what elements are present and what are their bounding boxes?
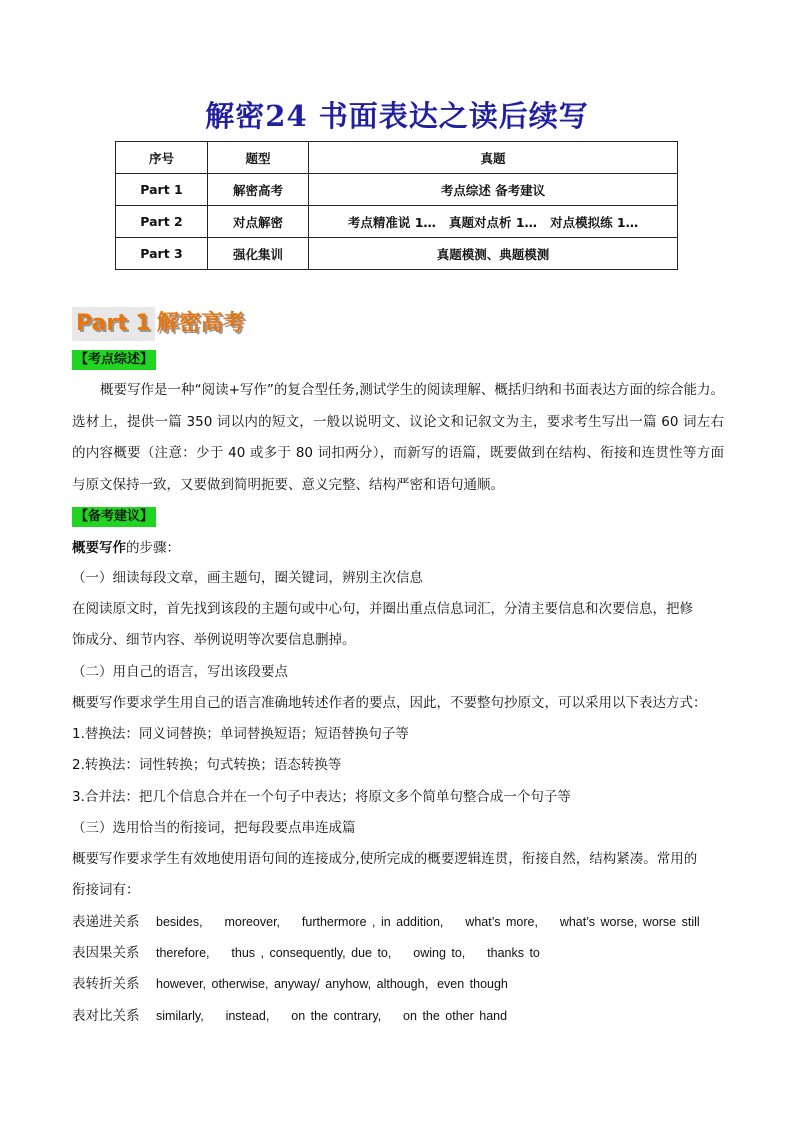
table-header-cell: 题型 (208, 142, 309, 174)
kaodian-paragraph (72, 375, 724, 501)
step-line: 衔接词有： (72, 882, 140, 898)
table-cell: Part 1 (116, 174, 208, 206)
page-title: 解密24 书面表达之读后续写 (205, 99, 589, 133)
step-line: 3.合并法：把几个信息合并在一个句子中表达；将原文多个简单句整合成一个句子等 (72, 789, 571, 805)
step-line: （一）细读每段文章，画主题句，圈关键词，辨别主次信息 (72, 570, 423, 586)
table-row (116, 206, 678, 238)
connector-words: therefore, thus , consequently, due to, owing to, thanks to (156, 946, 540, 960)
steps-heading (72, 538, 732, 558)
kaodian-tag: 【考点综述】 (72, 350, 156, 370)
step-line: 饰成分、细节内容、举例说明等次要信息删掉。 (72, 632, 356, 648)
connector-row (72, 974, 732, 995)
beikao-tag: 【备考建议】 (72, 507, 156, 527)
connector-label: 表因果关系 (72, 945, 140, 961)
connector-row (72, 1006, 732, 1027)
connector-label: 表递进关系 (72, 914, 140, 930)
step-line: 1.替换法：同义词替换；单词替换短语；短语替换句子等 (72, 726, 409, 742)
connector-words: similarly, instead, on the contrary, on the other hand (156, 1009, 508, 1023)
table-row (116, 238, 678, 270)
connector-label: 表转折关系 (72, 976, 140, 992)
connector-row (72, 912, 732, 933)
step-line: 在阅读原文时，首先找到该段的主题句或中心句，并圈出重点信息词汇，分清主要信息和次要信息，把修 (72, 601, 693, 617)
step-line: 2.转换法：词性转换；句式转换；语态转换等 (72, 757, 342, 773)
step-line: （三）选用恰当的衔接词，把每段要点串连成篇 (72, 820, 356, 836)
part1-heading (72, 306, 245, 342)
connector-label: 表对比关系 (72, 1008, 140, 1024)
part1-name: 解密高考 (156, 311, 245, 336)
table-cell: Part 3 (116, 238, 208, 270)
steps-lead: 概要写作 (72, 540, 126, 556)
kaodian-paragraph-text: 概要写作是一种“阅读+写作”的复合型任务,测试学生的阅读理解、概括归纳和书面表达方面的综合能力。选材上，提供一篇 350 词以内的短文，一般以说明文、议论文和记叙文为主，要求考生写出一篇 60 词左右的内容概要（注意：少于 40 或多于 80 词扣两分），而新写的语篇，既要做到在结构、衔接和连贯性等方面与原文保持一致，又要做到简明扼要、意义完整、结构严密和语句通顺。 (72, 382, 724, 493)
table-header-row (116, 142, 678, 174)
table-cell: Part 2 (116, 206, 208, 238)
steps-rest: 的步骤： (126, 540, 180, 556)
step-line: 概要写作要求学生有效地使用语句间的连接成分,使所完成的概要逻辑连贯，衔接自然，结构紧凑。常用的 (72, 851, 698, 867)
table-header-cell: 序号 (116, 142, 208, 174)
table-cell: 解密高考 (208, 174, 309, 206)
table-cell: 真题模测、典题模测 (309, 238, 678, 270)
connector-words: however, otherwise, anyway/ anyhow, although，even though (156, 977, 508, 991)
table-cell: 考点精准说 1… 真题对点析 1… 对点模拟练 1… (309, 206, 678, 238)
table-cell: 考点综述 备考建议 (309, 174, 678, 206)
connector-words: besides, moreover, furthermore , in addition, what’s more, what’s worse, worse still (156, 915, 700, 929)
step-line: （二）用自己的语言，写出该段要点 (72, 664, 288, 680)
table-cell: 强化集训 (208, 238, 309, 270)
connector-row (72, 943, 732, 964)
table-header-cell: 真题 (309, 142, 678, 174)
step-line: 概要写作要求学生用自己的语言准确地转述作者的要点，因此，不要整句抄原文，可以采用以下表达方式： (72, 695, 707, 711)
table-cell: 对点解密 (208, 206, 309, 238)
table-row (116, 174, 678, 206)
overview-table (115, 141, 678, 270)
part1-number: Part 1 (72, 307, 155, 341)
